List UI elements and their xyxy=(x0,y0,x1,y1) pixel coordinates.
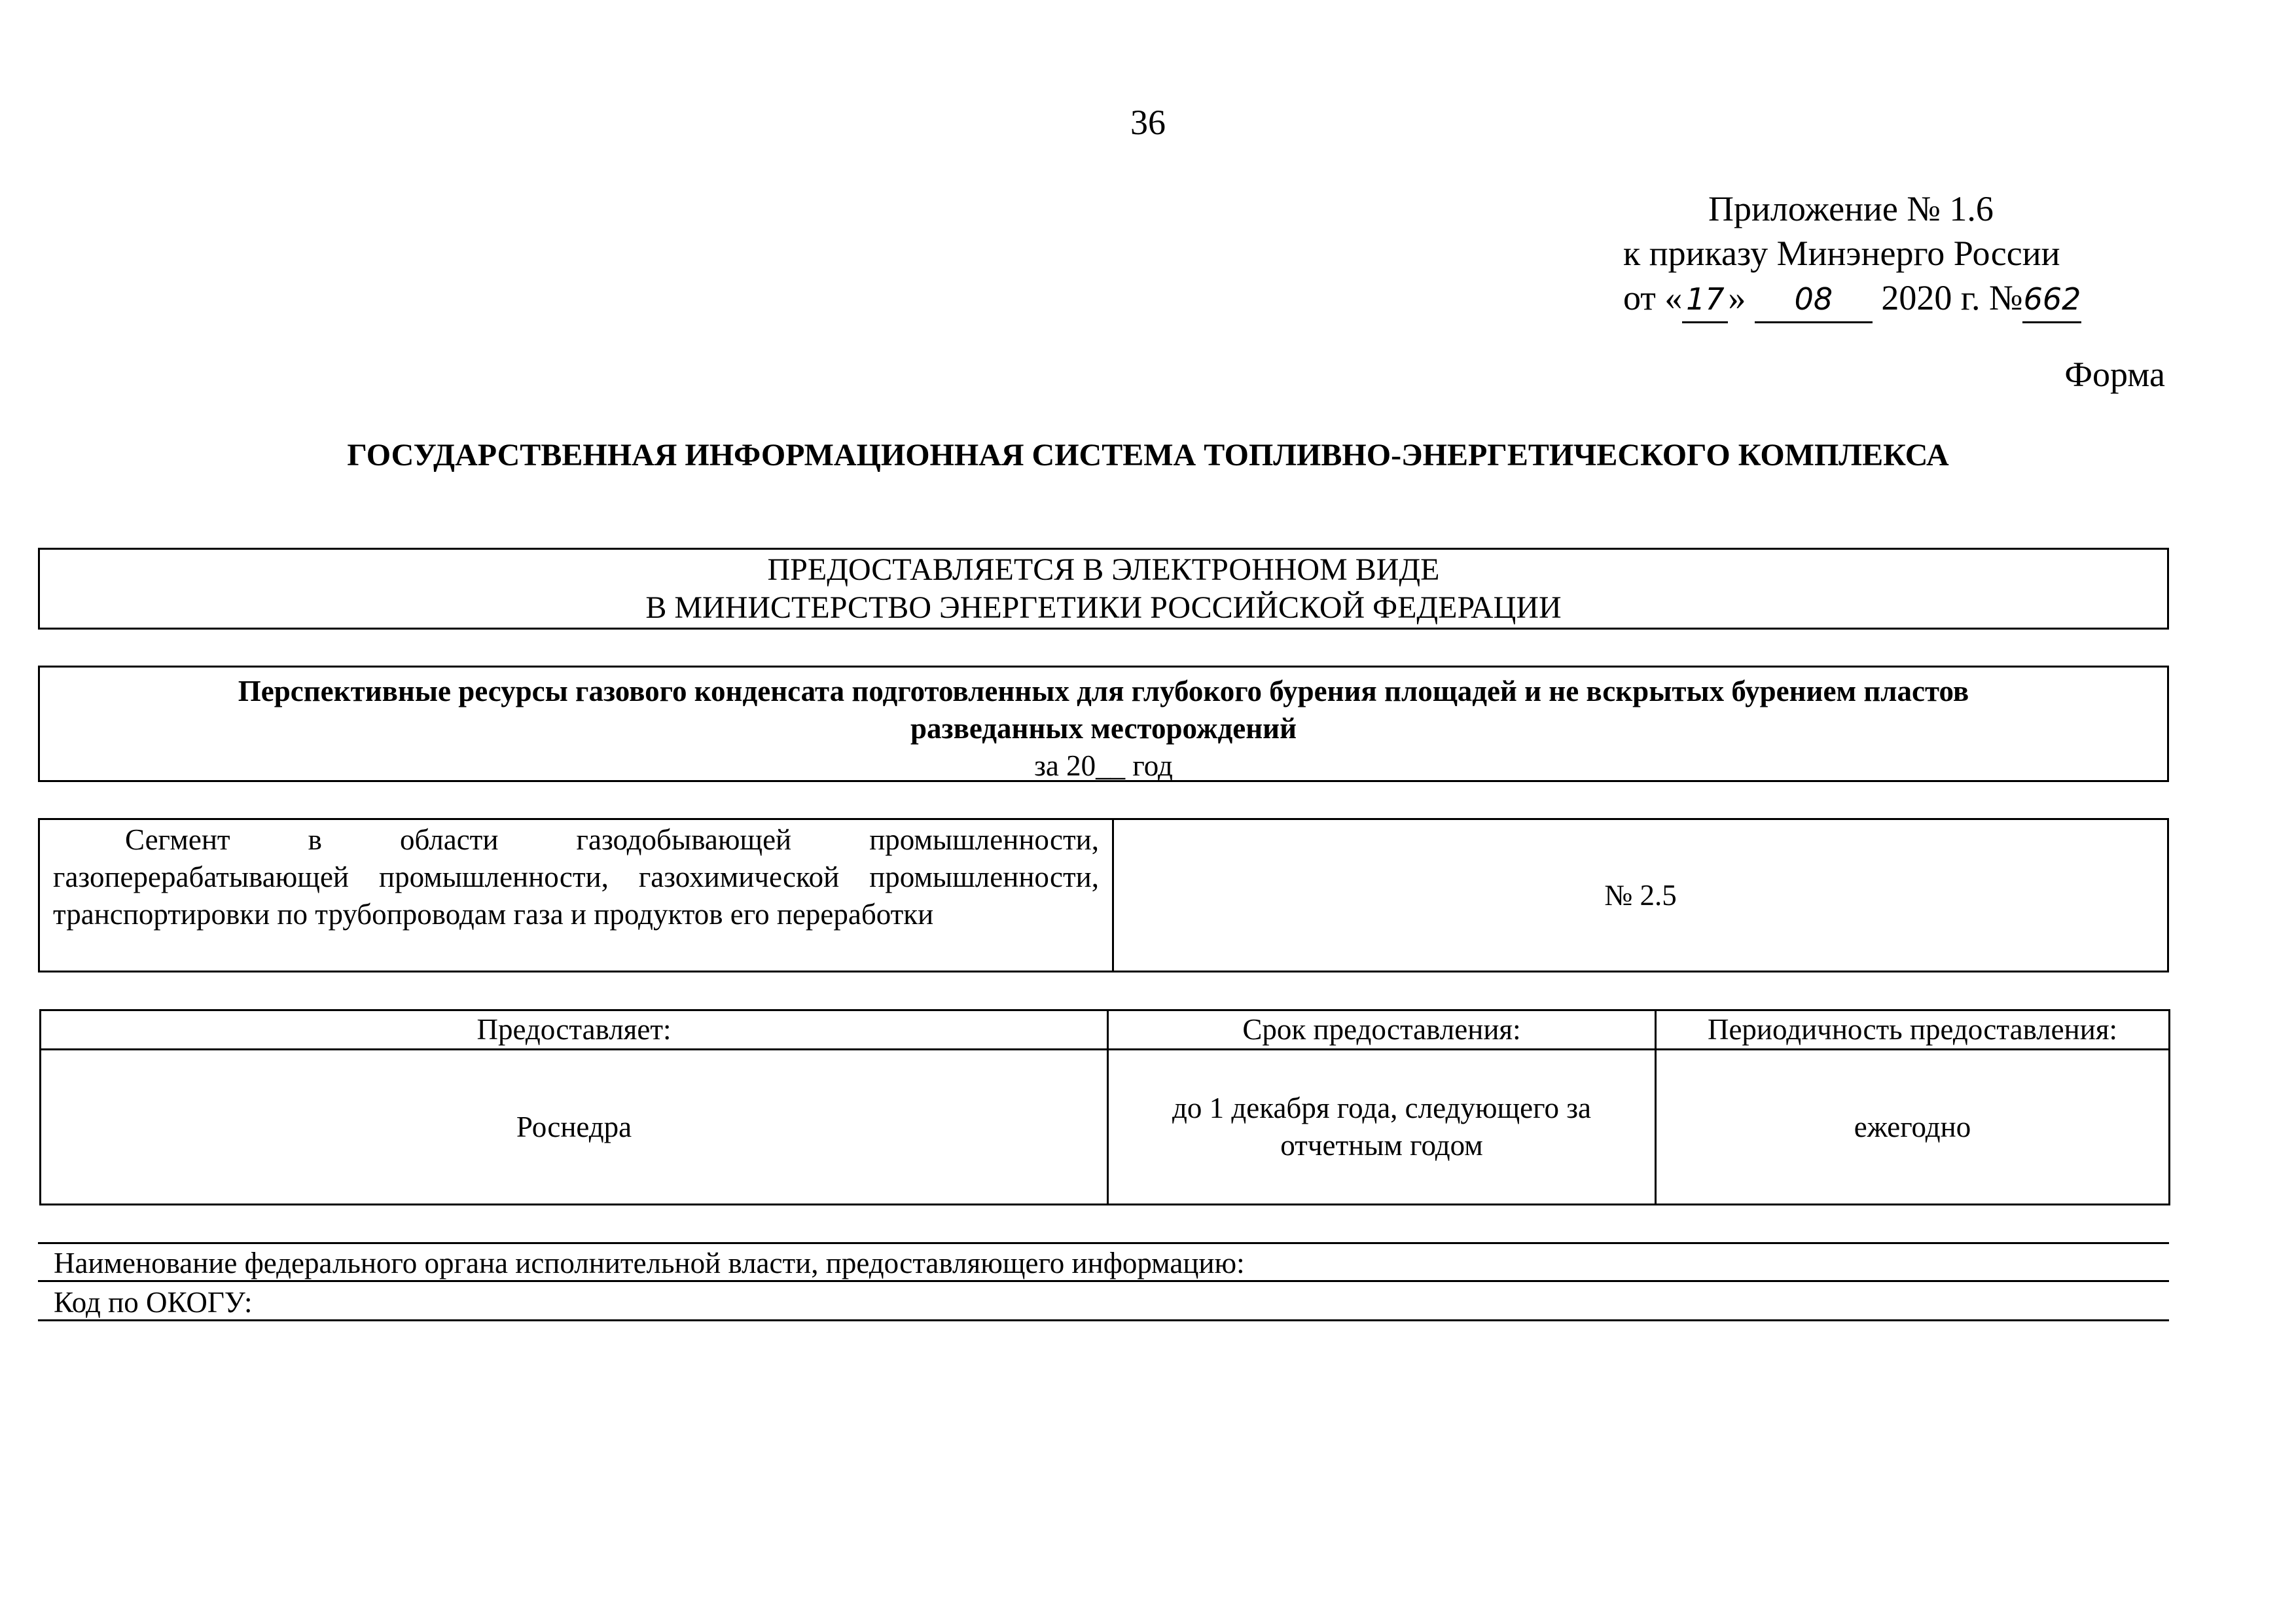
date-quote-close: » xyxy=(1728,278,1746,317)
value-frequency: ежегодно xyxy=(1656,1050,2170,1205)
info-table-header-row xyxy=(41,1010,2170,1050)
date-prefix: от « xyxy=(1623,278,1683,317)
system-title: ГОСУДАРСТВЕННАЯ ИНФОРМАЦИОННАЯ СИСТЕМА ТОПЛИВНО-ЭНЕРГЕТИЧЕСКОГО КОМПЛЕКСА xyxy=(347,438,1949,473)
order-number: 662 xyxy=(2022,277,2081,323)
date-month: 08 xyxy=(1755,277,1873,323)
form-label: Форма xyxy=(2064,355,2165,394)
footer-divider-bottom xyxy=(38,1319,2169,1321)
date-day: 17 xyxy=(1682,277,1728,323)
report-title-line-1: Перспективные ресурсы газового конденсата подготовленных для глубокого бурения площадей и не вскрытых бурением пластов xyxy=(238,675,1969,707)
segment-code: № 2.5 xyxy=(1113,819,2168,972)
segment-description-text: Сегмент в области газодобывающей промышленности, газоперерабатывающей промышленности, газохимической промышленности, транспортировки по трубопроводам газа и продуктов его переработки xyxy=(53,823,1099,931)
header-provider: Предоставляет: xyxy=(41,1010,1108,1050)
appendix-title: Приложение № 1.6 xyxy=(1708,189,1994,228)
submission-box xyxy=(38,548,2169,630)
appendix-order-ref: к приказу Минэнерго России xyxy=(1623,234,2060,273)
value-deadline: до 1 декабря года, следующего за отчетным годом xyxy=(1108,1050,1656,1205)
submission-line-2: В МИНИСТЕРСТВО ЭНЕРГЕТИКИ РОССИЙСКОЙ ФЕДЕРАЦИИ xyxy=(645,590,1562,625)
value-provider: Роснедра xyxy=(41,1050,1108,1205)
footer-divider-middle xyxy=(38,1280,2169,1282)
header-frequency: Периодичность предоставления: xyxy=(1656,1010,2170,1050)
segment-description xyxy=(39,819,1113,972)
page-number: 36 xyxy=(1130,103,1166,142)
header-deadline: Срок предоставления: xyxy=(1108,1010,1656,1050)
info-table-value-row xyxy=(41,1050,2170,1205)
report-title-box xyxy=(38,666,2169,782)
agency-label: Наименование федерального органа исполнительной власти, предоставляющего информацию: xyxy=(54,1247,1245,1279)
appendix-date-line xyxy=(1623,276,2212,323)
report-period: за 20__ год xyxy=(1034,749,1173,782)
info-table xyxy=(39,1009,2170,1205)
segment-row xyxy=(39,819,2168,972)
submission-line-1: ПРЕДОСТАВЛЯЕТСЯ В ЭЛЕКТРОННОМ ВИДЕ xyxy=(767,552,1440,587)
footer-divider-top xyxy=(38,1242,2169,1244)
segment-table xyxy=(38,818,2169,972)
report-title-line-2: разведанных месторождений xyxy=(910,712,1297,745)
appendix-block xyxy=(1623,187,2212,323)
date-year-text: 2020 г. № xyxy=(1881,278,2023,317)
okogu-label: Код по ОКОГУ: xyxy=(54,1286,253,1319)
